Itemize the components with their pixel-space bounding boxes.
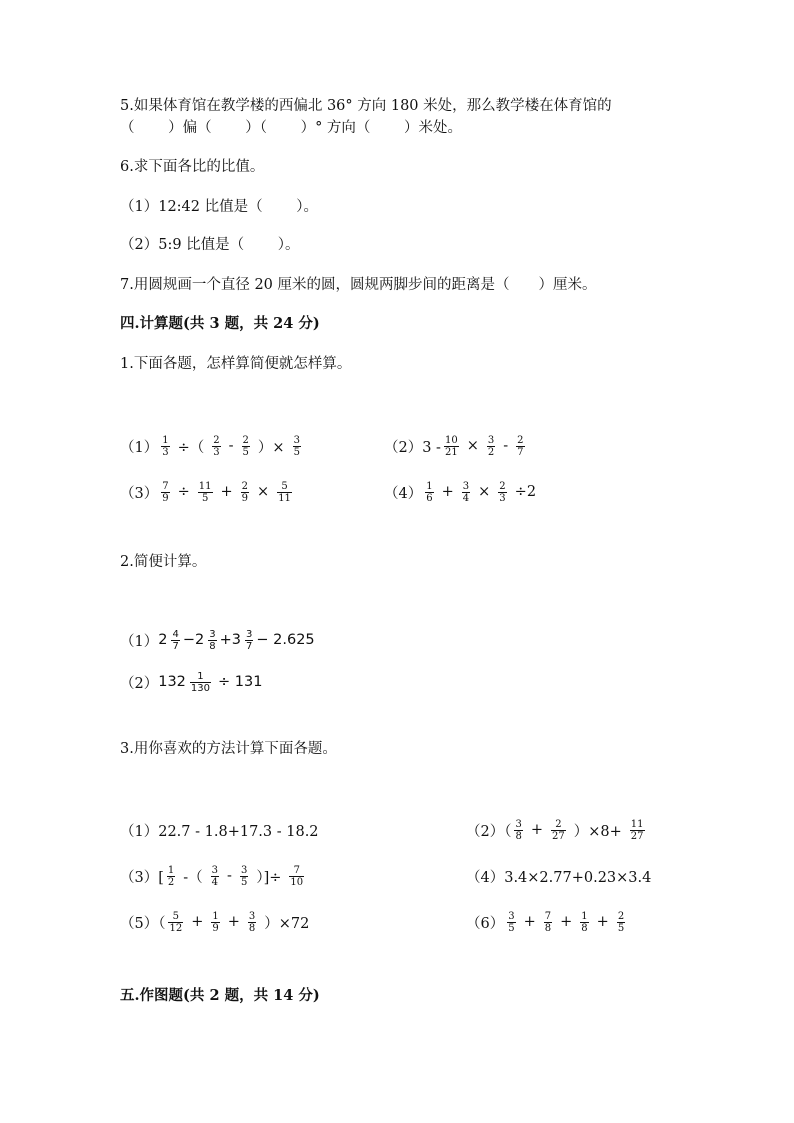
fraction: $\frac{2}{9}$ [241,480,249,504]
p2-title: 2.简便计算。 [120,554,207,570]
q6-item1: （1）12:42 比值是（ ）。 [120,199,318,215]
fraction: $\frac{1}{8}$ [581,910,588,934]
fraction: $\frac{3}{2}$ [487,434,495,458]
fraction: $\frac{3}{5}$ [508,910,515,934]
p3-item-5: （5）（ $\frac{5}{12}$ + $\frac{1}{9}$ + $\frac{3}{8}$ ）×72 [120,910,310,934]
p1-item-3: （3） $\frac{7}{9}$ ÷ $\frac{11}{5}$ + $\frac{2}{9}$ × $\frac{5}{11}$ [120,480,291,504]
fraction: $\frac{2}{5}$ [617,910,625,934]
q5-line2: （ ）偏（ ）（ ）° 方向（ ）米处。 [120,120,463,136]
fraction: $\frac{3}{5}$ [240,864,248,888]
fraction: $\frac{1}{130}$ [190,670,211,694]
p2-item-1: （1） 2 $\frac{4}{7}$ − 2 $\frac{3}{8}$ + 3 $\frac{3}{7}$ − 2.625 [120,628,315,652]
fraction: $\frac{1}{6}$ [426,480,433,504]
fraction: $\frac{2}{5}$ [242,434,249,458]
fraction: $\frac{3}{8}$ [248,910,256,934]
fraction: $\frac{11}{5}$ [198,480,212,504]
p1-title: 1.下面各题，怎样算简便就怎样算。 [120,356,352,372]
fraction: $\frac{4}{7}$ [172,628,179,652]
p3-item-6: （6） $\frac{3}{5}$ + $\frac{7}{8}$ + $\frac{1}{8}$ + $\frac{2}{5}$ [466,910,625,934]
fraction: $\frac{1}{9}$ [212,910,219,934]
fraction: $\frac{10}{21}$ [444,434,458,458]
fraction: $\frac{7}{10}$ [290,864,304,888]
q6-title: 6.求下面各比的比值。 [120,159,265,175]
p1-item-4: （4） $\frac{1}{6}$ + $\frac{3}{4}$ × $\frac{2}{3}$ ÷2 [384,480,537,504]
fraction: $\frac{2}{7}$ [517,434,524,458]
fraction: $\frac{11}{27}$ [630,818,644,842]
fraction: $\frac{3}{8}$ [515,818,522,842]
p3-item-1: （1）22.7 - 1.8+17.3 - 18.2 [120,823,319,840]
fraction: $\frac{3}{4}$ [211,864,219,888]
fraction: $\frac{7}{8}$ [544,910,552,934]
p3-item-3: （3）[ $\frac{1}{2}$ -（ $\frac{3}{4}$ - $\frac{3}{5}$ ）]÷ $\frac{7}{10}$ [120,864,304,888]
fraction: $\frac{2}{3}$ [213,434,220,458]
fraction: $\frac{1}{3}$ [162,434,169,458]
fraction: $\frac{3}{5}$ [293,434,300,458]
section4-title: 四.计算题(共 3 题，共 24 分) [120,315,320,332]
fraction: $\frac{7}{9}$ [162,480,169,504]
fraction: $\frac{5}{12}$ [169,910,183,934]
fraction: $\frac{3}{8}$ [209,628,216,652]
p1-item-2: （2）3 - $\frac{10}{21}$ × $\frac{3}{2}$ - $\frac{2}{7}$ [384,434,524,458]
fraction: $\frac{3}{4}$ [462,480,470,504]
q5-line1: 5.如果体育馆在教学楼的西偏北 36° 方向 180 米处，那么教学楼在体育馆的 [120,98,612,114]
p1-item-1: （1） $\frac{1}{3}$ ÷（ $\frac{2}{3}$ - $\frac{2}{5}$ ）× $\frac{3}{5}$ [120,434,300,458]
fraction: $\frac{1}{2}$ [167,864,175,888]
fraction: $\frac{3}{7}$ [246,628,253,652]
fraction: $\frac{2}{3}$ [499,480,506,504]
fraction: $\frac{2}{27}$ [552,818,565,842]
fraction: $\frac{5}{11}$ [278,480,291,504]
q6-item2: （2）5:9 比值是（ ）。 [120,237,300,253]
section5-title: 五.作图题(共 2 题，共 14 分) [120,987,320,1004]
p2-item-2: （2） 132 $\frac{1}{130}$ ÷ 131 [120,670,263,694]
q7: 7.用圆规画一个直径 20 厘米的圆，圆规两脚步间的距离是（ ）厘米。 [120,277,597,293]
p3-item-4: （4）3.4×2.77+0.23×3.4 [466,869,652,886]
p3-title: 3.用你喜欢的方法计算下面各题。 [120,741,337,757]
p3-item-2: （2）（ $\frac{3}{8}$ + $\frac{2}{27}$ ）×8+ $\frac{11}{27}$ [466,818,644,842]
